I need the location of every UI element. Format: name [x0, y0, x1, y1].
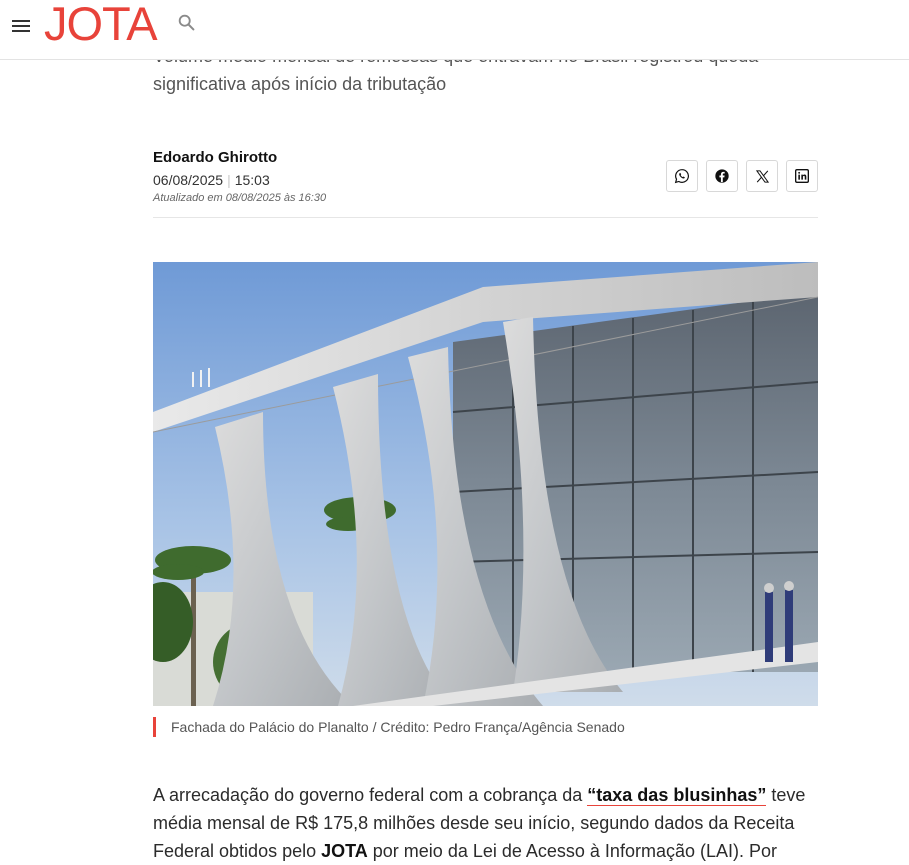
publish-time: 15:03: [234, 172, 270, 188]
palacio-do-planalto-image: [153, 262, 818, 706]
date-separator: |: [227, 172, 231, 188]
share-facebook-button[interactable]: [706, 160, 738, 192]
brand-mention: JOTA: [321, 841, 368, 861]
whatsapp-icon: [674, 168, 690, 184]
article-subtitle: significativa após início da tributação: [153, 74, 447, 94]
x-icon: [755, 169, 770, 184]
share-buttons: [666, 160, 818, 192]
search-icon[interactable]: [176, 12, 198, 34]
linkedin-icon: [794, 168, 810, 184]
facebook-icon: [714, 168, 730, 184]
article-body: [153, 781, 818, 865]
share-whatsapp-button[interactable]: [666, 160, 698, 192]
body-text-segment: A arrecadação do governo federal com a cobrança da: [153, 785, 588, 805]
taxa-das-blusinhas-link[interactable]: “taxa das blusinhas”: [587, 785, 767, 805]
photo-caption: Fachada do Palácio do Planalto / Crédito: Pedro França/Agência Senado: [153, 717, 625, 737]
body-text-segment: teve média mensal de R$ 175,8 milhões desde seu início, segundo dados da Receita Federal obtidos pelo: [153, 785, 806, 861]
body-text-segment: por meio da Lei de Acesso à Informação (LAI). Por: [367, 841, 777, 861]
menu-icon[interactable]: [10, 15, 34, 39]
share-linkedin-button[interactable]: [786, 160, 818, 192]
article-photo: [153, 262, 818, 706]
publish-date-value: 06/08/2025: [153, 172, 224, 188]
top-header: [0, 0, 909, 60]
author-name[interactable]: Edoardo Ghirotto: [153, 149, 278, 166]
jota-logo[interactable]: JOTA: [44, 0, 157, 50]
article-byline: [153, 148, 818, 218]
updated-date: Atualizado em 08/08/2025 às 16:30: [153, 192, 327, 204]
share-x-button[interactable]: [746, 160, 778, 192]
